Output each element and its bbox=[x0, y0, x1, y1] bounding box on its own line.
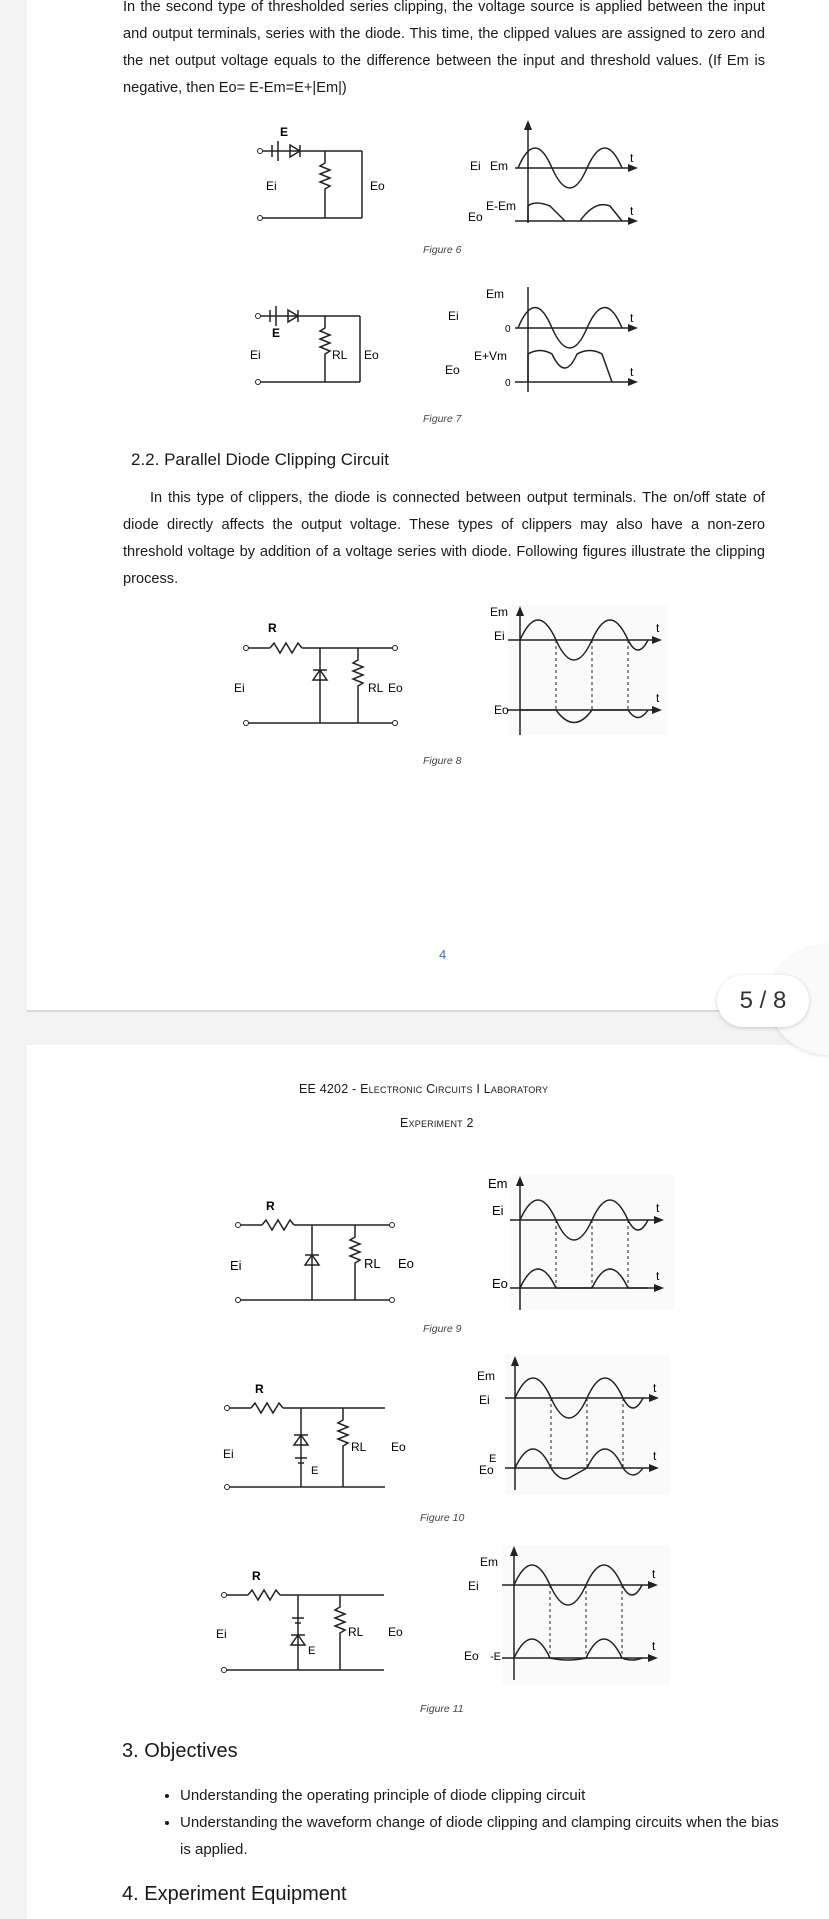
objective-item: • Understanding the waveform change of diode clipping and clamping circuits when the bias is applied. bbox=[180, 1809, 780, 1863]
section-number: 2.2. bbox=[131, 450, 160, 469]
fig7-input-label: Ei bbox=[250, 348, 261, 362]
fig6-wave-time2-label: t bbox=[630, 204, 634, 218]
fig9-output-label: Eo bbox=[398, 1256, 414, 1271]
fig11-wave-peak-label: Em bbox=[480, 1555, 498, 1569]
fig11-output-label: Eo bbox=[388, 1625, 403, 1639]
figure-8 bbox=[228, 600, 678, 740]
objective-item: • Understanding the operating principle of diode clipping circuit bbox=[180, 1782, 780, 1809]
fig9-series-resistor-label: R bbox=[266, 1199, 275, 1213]
fig11-wave-time1-label: t bbox=[652, 1567, 656, 1581]
fig10-input-label: Ei bbox=[223, 1447, 234, 1461]
fig10-wave-time2-label: t bbox=[653, 1449, 657, 1463]
figure-9 bbox=[220, 1170, 680, 1315]
fig8-wave-time2-label: t bbox=[656, 691, 660, 705]
fig6-wave-input-label: Ei bbox=[470, 159, 481, 173]
fig7-wave-time2-label: t bbox=[630, 365, 634, 379]
fig10-wave-output-label: Eo bbox=[479, 1463, 494, 1477]
fig7-wave-zero2-label: 0 bbox=[505, 378, 511, 389]
fig7-wave-zero1-label: 0 bbox=[505, 324, 511, 335]
fig10-wave-level-label: E bbox=[489, 1453, 497, 1465]
figure-6-caption: Figure 6 bbox=[423, 244, 462, 256]
fig11-wave-time2-label: t bbox=[652, 1639, 656, 1653]
fig8-wave-input-label: Ei bbox=[494, 629, 505, 643]
fig9-wave-peak-label: Em bbox=[488, 1176, 508, 1191]
fig7-wave-peak-label: Em bbox=[486, 287, 504, 301]
objectives-heading: 3. Objectives bbox=[122, 1740, 238, 1762]
figure-11-caption: Figure 11 bbox=[420, 1703, 464, 1715]
fig8-wave-peak-label: Em bbox=[490, 605, 508, 619]
fig10-source-label: E bbox=[311, 1465, 319, 1477]
fig6-wave-level-label: E-Em bbox=[486, 199, 516, 213]
figure-6 bbox=[250, 118, 650, 238]
fig8-wave-output-label: Eo bbox=[494, 703, 509, 717]
fig6-wave-output-label: Eo bbox=[468, 210, 483, 224]
section-paragraph: In this type of clippers, the diode is connected between output terminals. The on/off state of diode directly affects the output voltage. These types of clippers may also have a non-zero threshold voltage by addition of a voltage series with diode. Following figures illustrate the clipping process. bbox=[123, 490, 765, 587]
fig11-input-label: Ei bbox=[216, 1627, 227, 1641]
page-number: 4 bbox=[439, 947, 447, 962]
fig11-source-label: E bbox=[308, 1645, 316, 1657]
fig11-series-resistor-label: R bbox=[252, 1569, 261, 1583]
fig7-wave-time1-label: t bbox=[630, 311, 634, 325]
figure-10-caption: Figure 10 bbox=[420, 1512, 465, 1524]
figure-7 bbox=[240, 282, 660, 402]
fig10-series-resistor-label: R bbox=[255, 1382, 264, 1396]
objectives-list bbox=[150, 1782, 780, 1863]
fig7-output-label: Eo bbox=[364, 348, 379, 362]
figure-9-caption: Figure 9 bbox=[423, 1323, 462, 1335]
fig10-wave-time1-label: t bbox=[653, 1381, 657, 1395]
figure-7-caption: Figure 7 bbox=[423, 413, 462, 425]
fig6-input-label: Ei bbox=[266, 179, 277, 193]
fig7-wave-input-label: Ei bbox=[448, 309, 459, 323]
figure-10 bbox=[215, 1350, 680, 1500]
fig11-wave-input-label: Ei bbox=[468, 1579, 479, 1593]
fig9-wave-output-label: Eo bbox=[492, 1276, 508, 1291]
header-experiment: Experiment 2 bbox=[400, 1116, 474, 1130]
figure-11 bbox=[212, 1540, 680, 1690]
figure-8-caption: Figure 8 bbox=[423, 755, 462, 767]
fig8-series-resistor-label: R bbox=[268, 621, 277, 635]
intro-paragraph: In the second type of thresholded series clipping, the voltage source is applied between the input and output terminals, series with the diode. This time, the clipped values are assigned to zero and the net output voltage equals to the difference between the input and threshold values. (If Em is negative, then Eo= E-Em=E+|Em|) bbox=[123, 0, 765, 96]
fig8-load-resistor-label: RL bbox=[368, 681, 384, 695]
fig9-wave-time1-label: t bbox=[656, 1201, 660, 1215]
page-indicator: 5 / 8 bbox=[717, 975, 809, 1027]
fig9-wave-input-label: Ei bbox=[492, 1203, 504, 1218]
fig11-load-resistor-label: RL bbox=[348, 1625, 364, 1639]
equipment-heading: 4. Experiment Equipment bbox=[122, 1883, 347, 1905]
fig7-wave-output-label: Eo bbox=[445, 363, 460, 377]
fig11-wave-output-label: Eo bbox=[464, 1649, 479, 1663]
fig6-output-label: Eo bbox=[370, 179, 385, 193]
fig7-source-label: E bbox=[272, 326, 281, 340]
section-2-2-heading bbox=[131, 450, 389, 470]
fig8-input-label: Ei bbox=[234, 681, 245, 695]
section-title: Parallel Diode Clipping Circuit bbox=[164, 450, 389, 469]
fig7-wave-level-label: E+Vm bbox=[474, 349, 508, 363]
fig10-load-resistor-label: RL bbox=[351, 1440, 367, 1454]
fig10-wave-peak-label: Em bbox=[477, 1369, 495, 1383]
fig11-wave-level-label: -E bbox=[490, 1651, 501, 1663]
fig10-wave-input-label: Ei bbox=[479, 1393, 490, 1407]
page-divider bbox=[27, 1010, 829, 1012]
fig6-wave-time1-label: t bbox=[630, 151, 634, 165]
fig8-wave-time1-label: t bbox=[656, 621, 660, 635]
fig10-output-label: Eo bbox=[391, 1440, 406, 1454]
fig8-output-label: Eo bbox=[388, 681, 403, 695]
fig9-input-label: Ei bbox=[230, 1258, 242, 1273]
fig7-resistor-label: RL bbox=[332, 348, 348, 362]
fig6-source-label: E bbox=[280, 125, 289, 139]
fig9-wave-time2-label: t bbox=[656, 1269, 660, 1283]
fig9-load-resistor-label: RL bbox=[364, 1256, 381, 1271]
header-course: EE 4202 - Electronic Circuits I Laboratory bbox=[299, 1082, 549, 1096]
fig6-wave-peak-label: Em bbox=[490, 159, 508, 173]
